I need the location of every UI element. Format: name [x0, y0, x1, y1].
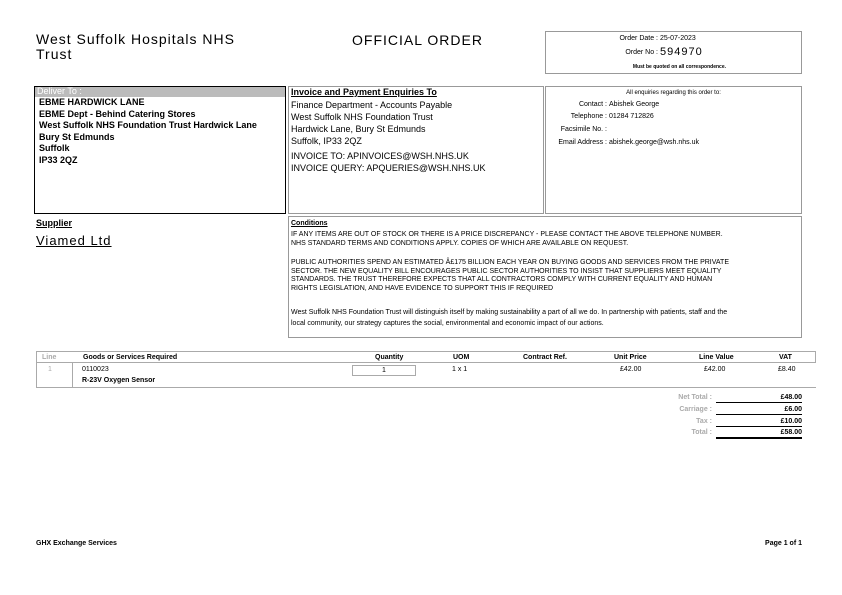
order-number-label: Order No : — [625, 49, 658, 56]
conditions-line: IF ANY ITEMS ARE OUT OF STOCK OR THERE IS A PRICE DISCREPANCY - PLEASE CONTACT THE ABOVE TELEPHONE NUMBER. — [291, 231, 723, 238]
net-total-label: Net Total : — [678, 394, 712, 401]
quantity-value: 1 — [382, 367, 386, 374]
invoice-address-line: West Suffolk NHS Foundation Trust — [291, 112, 433, 122]
delivery-address-line: EBME HARDWICK LANE — [39, 97, 145, 107]
item-code: 0110023 — [82, 366, 109, 373]
conditions-line: NHS STANDARD TERMS AND CONDITIONS APPLY. COPIES OF WHICH ARE AVAILABLE ON REQUEST. — [291, 239, 629, 247]
deliver-to-box — [34, 86, 286, 214]
quote-note: Must be quoted on all correspondence. — [632, 64, 726, 70]
contact-label: Contact : — [578, 101, 607, 108]
invoice-address-line: Hardwick Lane, Bury St Edmunds — [291, 124, 426, 134]
tax-value: £10.00 — [716, 417, 802, 427]
table-row — [36, 363, 816, 388]
line-number-cell — [36, 363, 73, 387]
line-number: 1 — [48, 366, 52, 373]
conditions-paragraph-stock — [291, 231, 723, 248]
deliver-to-title: Deliver To : — [35, 87, 285, 97]
delivery-address-line: West Suffolk NHS Foundation Trust Hardwick Lane — [39, 120, 257, 130]
unit-price-value: £42.00 — [620, 366, 642, 373]
facsimile-label: Facsimile No. : — [560, 126, 607, 133]
column-header-vat: VAT — [779, 354, 792, 361]
delivery-address-line: IP33 2QZ — [39, 154, 78, 165]
quantity-field — [352, 365, 416, 376]
conditions-line: local community, our strategy captures the social, environmental and economic impact of our actions. — [291, 320, 604, 327]
order-date: 25-07-2023 — [660, 35, 696, 42]
supplier-name: Viamed Ltd — [36, 233, 112, 248]
email-value: abishek.george@wsh.nhs.uk — [609, 139, 699, 146]
document-title: OFFICIAL ORDER — [352, 32, 483, 48]
order-date-label: Order Date : — [619, 35, 658, 42]
invoice-query-email: INVOICE QUERY: APQUERIES@WSH.NHS.UK — [291, 163, 486, 173]
column-header-unit-price: Unit Price — [614, 354, 647, 361]
contact-value: Abishek George — [609, 101, 660, 108]
column-header-quantity: Quantity — [375, 354, 404, 361]
page-number: Page 1 of 1 — [765, 540, 802, 547]
vat-value: £8.40 — [778, 366, 796, 373]
delivery-address — [39, 97, 257, 166]
carriage-label: Carriage : — [679, 406, 712, 413]
delivery-address-line: Bury St Edmunds — [39, 131, 115, 142]
telephone-label: Telephone : — [570, 113, 607, 120]
carriage-value: £6.00 — [716, 405, 802, 415]
telephone-value: 01284 712826 — [609, 113, 654, 120]
items-table-header — [36, 351, 816, 363]
total-label: Total : — [691, 429, 712, 436]
supplier-title: Supplier — [36, 218, 73, 228]
invoice-to-email: INVOICE TO: APINVOICES@WSH.NHS.UK — [291, 151, 469, 161]
email-label: Email Address : — [558, 139, 607, 146]
delivery-address-line: EBME Dept - Behind Catering Stores — [39, 108, 196, 119]
conditions-line: STANDARDS. THE TRUST THEREFORE EXPECTS THAT ALL CONTRACTORS COMPLY WITH CURRENT EQUALITY AND HUMAN — [291, 276, 713, 283]
column-header-line: Line — [42, 354, 57, 361]
total-value: £58.00 — [716, 428, 802, 439]
conditions-paragraph-sustainability — [291, 307, 727, 329]
conditions-line: SECTOR. THE NEW EQUALITY BILL ENCOURAGES PUBLIC SECTOR AUTHORITIES TO INSIST THAT SUPPLIERS MEET EQUALITY — [291, 267, 722, 275]
footer-left: GHX Exchange Services — [36, 540, 117, 547]
conditions-line: RIGHTS LEGISLATION, AND HAVE EVIDENCE TO SUPPORT THIS IF REQUIRED — [291, 284, 554, 292]
column-header-contract-ref: Contract Ref. — [523, 354, 567, 361]
item-description: R-23V Oxygen Sensor — [82, 377, 156, 384]
invoice-address — [291, 99, 486, 174]
invoice-enquiries-box — [288, 86, 544, 214]
organisation-name-line2: Trust — [36, 46, 73, 62]
delivery-address-line: Suffolk — [39, 143, 70, 153]
contact-box — [545, 86, 802, 214]
conditions-paragraph-equality — [291, 259, 729, 293]
conditions-line: West Suffolk NHS Foundation Trust will distinguish itself by making sustainability a part of all we do. In partnership with patients, staff and the — [291, 309, 728, 316]
conditions-box — [288, 216, 802, 338]
uom-value: 1 x 1 — [452, 366, 468, 373]
column-header-line-value: Line Value — [699, 354, 734, 361]
column-header-goods: Goods or Services Required — [83, 354, 178, 361]
conditions-title: Conditions — [291, 220, 328, 227]
line-value: £42.00 — [704, 366, 726, 373]
column-header-uom: UOM — [453, 354, 470, 361]
order-info-box — [545, 31, 802, 74]
invoice-enquiries-title: Invoice and Payment Enquiries To — [291, 87, 437, 97]
organisation-name — [36, 32, 235, 62]
net-total-value: £48.00 — [716, 393, 802, 403]
conditions-line: PUBLIC AUTHORITIES SPEND AN ESTIMATED Â£175 BILLION EACH YEAR ON BUYING GOODS AND SERVICES FROM THE PRIVATE — [291, 259, 729, 266]
invoice-address-line: Finance Department - Accounts Payable — [291, 100, 453, 110]
invoice-address-line: Suffolk, IP33 2QZ — [291, 136, 362, 146]
order-number: 594970 — [660, 46, 703, 58]
tax-label: Tax : — [696, 418, 712, 425]
contact-heading: All enquiries regarding this order to: — [626, 90, 721, 96]
organisation-name-line1: West Suffolk Hospitals NHS — [36, 31, 235, 47]
